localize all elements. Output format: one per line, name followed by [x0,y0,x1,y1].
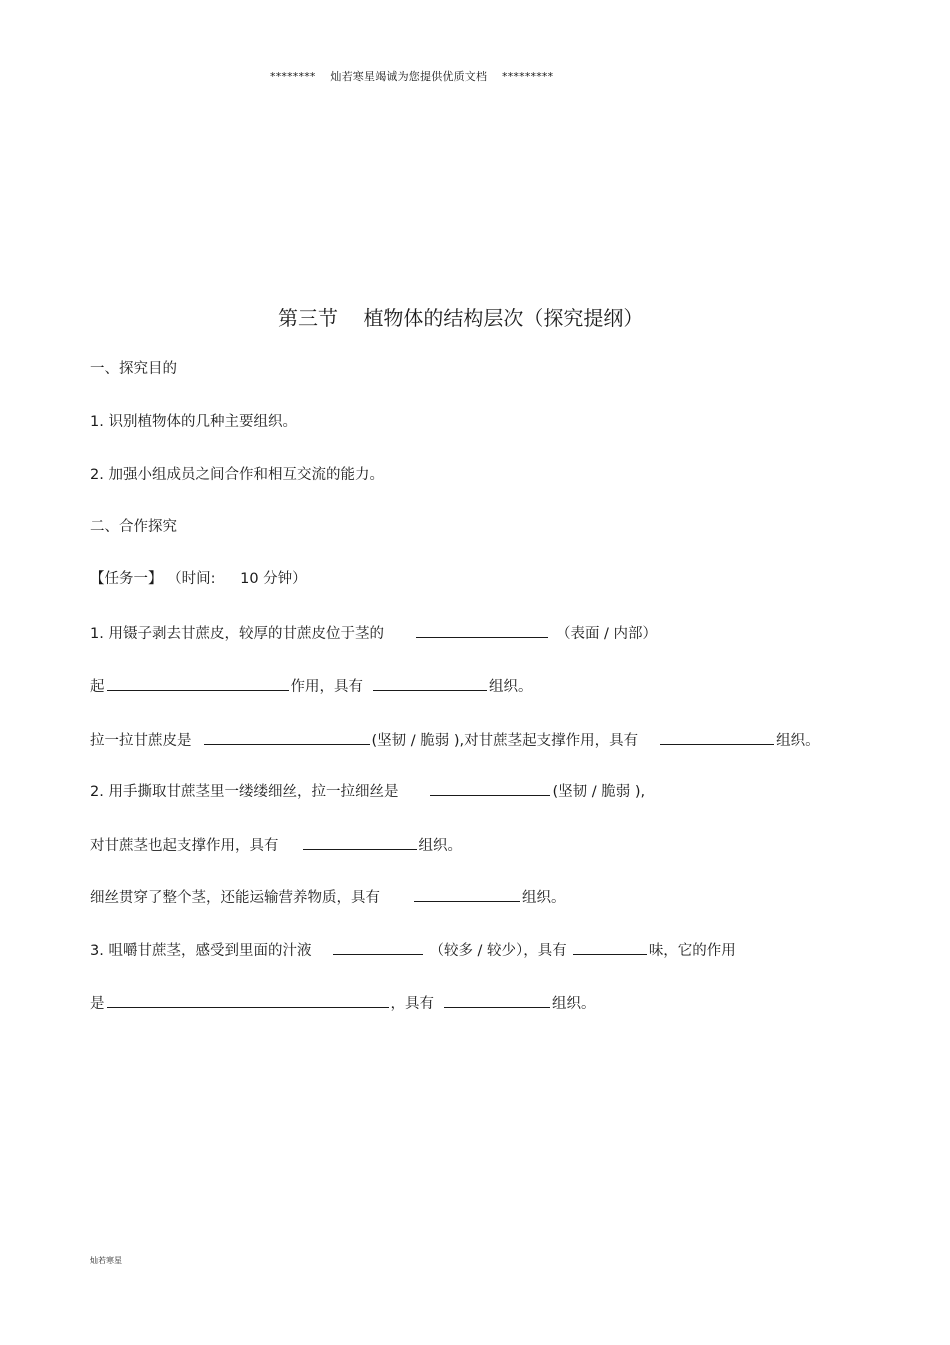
q2c-pre: 细丝贯穿了整个茎，还能运输营养物质，具有 [90,890,380,906]
q1c-pre: 拉一拉甘蔗皮是 [90,733,192,749]
answer-blank[interactable] [573,938,647,955]
q1b-pre: 起 [90,679,105,695]
q3a-post: 味，它的作用 [648,943,736,959]
question-3-line-a [90,938,736,960]
answer-blank[interactable] [373,674,487,691]
q2a-post: (坚韧 / 脆弱 ), [552,784,646,800]
header-stars-right: ********* [502,70,554,83]
q3b-mid: ，具有 [390,996,434,1012]
purpose-item-2: 2. 加强小组成员之间合作和相互交流的能力。 [90,467,384,483]
question-1-line-b [90,674,533,696]
q1a-post: （表面 / 内部） [555,626,658,642]
q3b-pre: 是 [90,996,105,1012]
answer-blank[interactable] [303,833,417,850]
heading-cooperation: 二、合作探究 [90,519,177,535]
question-3-line-b [90,991,596,1013]
q1b-post: 组织。 [489,679,533,695]
q3a-mid: （较多 / 较少），具有 [429,943,567,959]
q3a-pre: 3. 咀嚼甘蔗茎，感受到里面的汁液 [90,943,312,959]
task-minutes: 10 [240,571,259,587]
q1b-mid: 作用，具有 [290,679,363,695]
answer-blank[interactable] [414,885,520,902]
q1c-mid: (坚韧 / 脆弱 ),对甘蔗茎起支撑作用，具有 [371,733,639,749]
page-footer: 灿若寒星 [90,1256,122,1265]
question-2-line-a [90,779,645,801]
answer-blank[interactable] [430,779,550,796]
question-2-line-c [90,885,566,907]
answer-blank[interactable] [204,728,370,745]
answer-blank[interactable] [416,621,548,638]
q2a-pre: 2. 用手撕取甘蔗茎里一缕缕细丝，拉一拉细丝是 [90,784,399,800]
title-section: 第三节 [278,306,338,330]
q2c-post: 组织。 [522,890,566,906]
question-1-line-a [90,621,657,643]
page-header [270,68,553,84]
q1a-pre: 1. 用镊子剥去甘蔗皮，较厚的甘蔗皮位于茎的 [90,626,384,642]
q2b-pre: 对甘蔗茎也起支撑作用，具有 [90,838,279,854]
header-text: 灿若寒星竭诚为您提供优质文档 [330,70,488,83]
answer-blank[interactable] [660,728,774,745]
question-2-line-b [90,833,462,855]
heading-purpose: 一、探究目的 [90,361,177,377]
answer-blank[interactable] [107,674,289,691]
document-title [278,302,643,331]
header-stars-left: ******** [270,70,316,83]
task-label: 【任务一】 [90,571,163,587]
q2b-post: 组织。 [418,838,462,854]
purpose-item-1: 1. 识别植物体的几种主要组织。 [90,414,297,430]
answer-blank[interactable] [107,991,389,1008]
task-one-line [90,568,307,590]
answer-blank[interactable] [444,991,550,1008]
q3b-post: 组织。 [552,996,596,1012]
q1c-post: 组织。 [776,733,820,749]
task-unit: 分钟） [263,571,307,587]
answer-blank[interactable] [333,938,423,955]
question-1-line-c [90,728,820,750]
task-time-label: （时间: [167,571,216,587]
title-name: 植物体的结构层次（探究提纲） [363,306,644,330]
